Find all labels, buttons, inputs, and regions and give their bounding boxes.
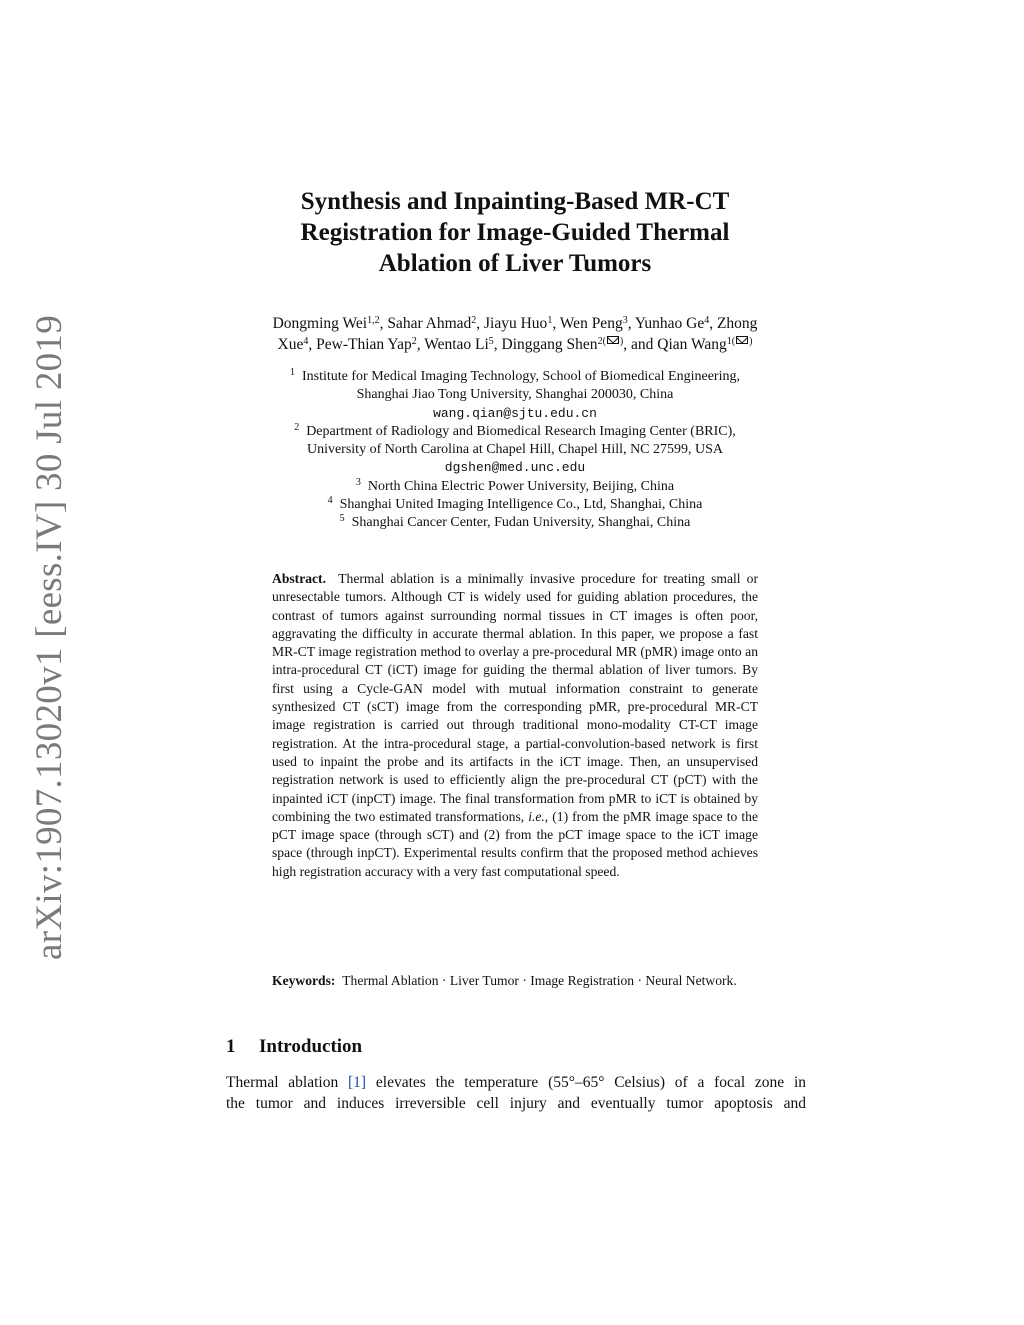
author-name: , and Qian Wang bbox=[623, 336, 727, 353]
separator: , bbox=[709, 315, 717, 332]
sup-text: 1( bbox=[726, 336, 736, 347]
author-name: , Wentao Li bbox=[416, 336, 489, 353]
author-affil-sup: 4 bbox=[303, 336, 309, 347]
author-affil-sup: 5 bbox=[488, 336, 494, 347]
author-line bbox=[200, 334, 830, 355]
sup-text: ) bbox=[749, 336, 753, 347]
affiliation-text: Shanghai Cancer Center, Fudan University, Shanghai, China bbox=[351, 515, 691, 531]
author-affil-sup: 1,2 bbox=[367, 315, 380, 326]
body-line: the tumor and induces irreversible cell injury and eventually tumor apoptosis and bbox=[226, 1094, 806, 1112]
keywords-label: Keywords: bbox=[272, 973, 336, 988]
affiliation-text: Institute for Medical Imaging Technology, School of Biomedical Engineering, bbox=[302, 369, 740, 384]
affiliation-line bbox=[200, 514, 830, 532]
body-line bbox=[226, 1073, 806, 1094]
sup-text: ) bbox=[619, 336, 624, 347]
keywords bbox=[272, 972, 758, 990]
author-list bbox=[200, 313, 830, 355]
envelope-icon bbox=[607, 336, 619, 344]
author-affil-sup bbox=[598, 336, 624, 347]
separator: , bbox=[379, 315, 388, 332]
abstract-text: Thermal ablation is a minimally invasive procedure for treating small or unresectable tumors. Although CT is widely used for guiding ablation procedures, the contrast of tumors against surrounding normal tissues in CT images is often poor, aggravating the difficulty in accurate thermal ablation. In this paper, we propose a fast MR-CT image registration method to overlay a pre-procedural MR (pMR) image onto an intra-procedural CT (iCT) image for guiding the thermal ablation of liver tumors. By first using a Cycle-GAN model with mutual information constraint to generate synthesized CT (sCT) image from the corresponding pMR, pre-procedural MR-CT image registration is carried out through traditional mono-modality CT-CT image registration. At the intra-procedural stage, a partial-convolution-based network is first used to inpaint the probe and its artifacts in the iCT image. Then, an unsupervised registration network is used to efficiently align the pre-procedural CT (pCT) with the inpainted iCT (inpCT) image. The final transformation from pMR to iCT is obtained by combining the two estimated transformations, bbox=[272, 571, 758, 824]
affiliation-line bbox=[200, 478, 830, 496]
section-heading bbox=[226, 1036, 362, 1058]
affiliation-line: Shanghai Jiao Tong University, Shanghai 200030, China bbox=[356, 387, 674, 403]
author-name: Xue bbox=[277, 336, 304, 353]
affiliation-sup: 5 bbox=[339, 513, 345, 525]
abstract-text: , (1) from the pMR image space to the pCT image space (through sCT) and (2) from the pCT image space to the iCT image space (through inpCT). Experimental results confirm that the proposed method achieves high registration accuracy with a very fast computational speed. bbox=[272, 808, 758, 879]
author-name: , Dinggang Shen bbox=[493, 336, 598, 353]
author-name: Wen Peng bbox=[559, 315, 623, 332]
section-number: 1 bbox=[226, 1036, 236, 1057]
section-title: Introduction bbox=[259, 1036, 363, 1057]
author-affil-sup bbox=[727, 336, 753, 347]
title-line: Registration for Image-Guided Thermal bbox=[300, 219, 730, 246]
affiliation-text: North China Electric Power University, Beijing, China bbox=[367, 478, 675, 494]
affiliation-sup: 1 bbox=[290, 367, 295, 378]
affiliation-sup: 3 bbox=[355, 476, 361, 488]
affiliation-text: Shanghai United Imaging Intelligence Co., Ltd, Shanghai, China bbox=[339, 497, 703, 513]
author-name: Dongming Wei bbox=[272, 315, 368, 332]
affiliation-sup: 2 bbox=[294, 421, 300, 433]
body-text: elevates the temperature (55°–65° Celsius) of a focal zone in bbox=[366, 1074, 807, 1091]
author-name: Sahar Ahmad bbox=[387, 315, 472, 332]
author-line bbox=[200, 313, 830, 334]
title-line: Synthesis and Inpainting-Based MR-CT bbox=[300, 188, 730, 215]
citation-link[interactable]: [1] bbox=[348, 1074, 367, 1091]
email-link[interactable]: wang.qian@sjtu.edu.cn bbox=[433, 405, 597, 421]
affiliation-line: University of North Carolina at Chapel Hill, Chapel Hill, NC 27599, USA bbox=[306, 442, 724, 458]
separator: , bbox=[552, 315, 560, 332]
author-affil-sup: 2 bbox=[411, 336, 417, 347]
envelope-icon bbox=[736, 336, 748, 344]
separator: , bbox=[627, 315, 635, 332]
introduction-body bbox=[226, 1073, 806, 1114]
author-affil-sup: 3 bbox=[622, 315, 628, 326]
title-line: Ablation of Liver Tumors bbox=[378, 250, 652, 277]
affiliation-line bbox=[200, 496, 830, 514]
author-name: Yunhao Ge bbox=[634, 315, 705, 332]
author-affil-sup: 2 bbox=[471, 315, 477, 326]
author-name: Zhong bbox=[716, 315, 758, 332]
affiliation-line bbox=[200, 368, 830, 386]
abstract bbox=[272, 570, 758, 881]
body-text: Thermal ablation bbox=[226, 1074, 349, 1091]
arxiv-identifier: arXiv:1907.13020v1 [eess.IV] 30 Jul 2019 bbox=[29, 314, 70, 960]
sup-text: 2( bbox=[597, 336, 606, 347]
abstract-emphasis: i.e. bbox=[528, 808, 545, 824]
author-affil-sup: 4 bbox=[704, 315, 710, 326]
author-name: , Pew-Thian Yap bbox=[308, 336, 412, 353]
affiliations bbox=[200, 368, 830, 533]
keywords-text: Thermal Ablation · Liver Tumor · Image Registration · Neural Network. bbox=[342, 973, 737, 988]
author-name: Jiayu Huo bbox=[484, 315, 548, 332]
author-affil-sup: 1 bbox=[547, 315, 553, 326]
paper-title bbox=[200, 186, 830, 279]
abstract-label: Abstract. bbox=[272, 571, 326, 586]
email-link[interactable]: dgshen@med.unc.edu bbox=[444, 460, 586, 476]
affiliation-text: Department of Radiology and Biomedical Research Imaging Center (BRIC), bbox=[306, 423, 736, 439]
separator: , bbox=[476, 315, 485, 332]
affiliation-line bbox=[200, 423, 830, 441]
affiliation-sup: 4 bbox=[327, 495, 333, 507]
